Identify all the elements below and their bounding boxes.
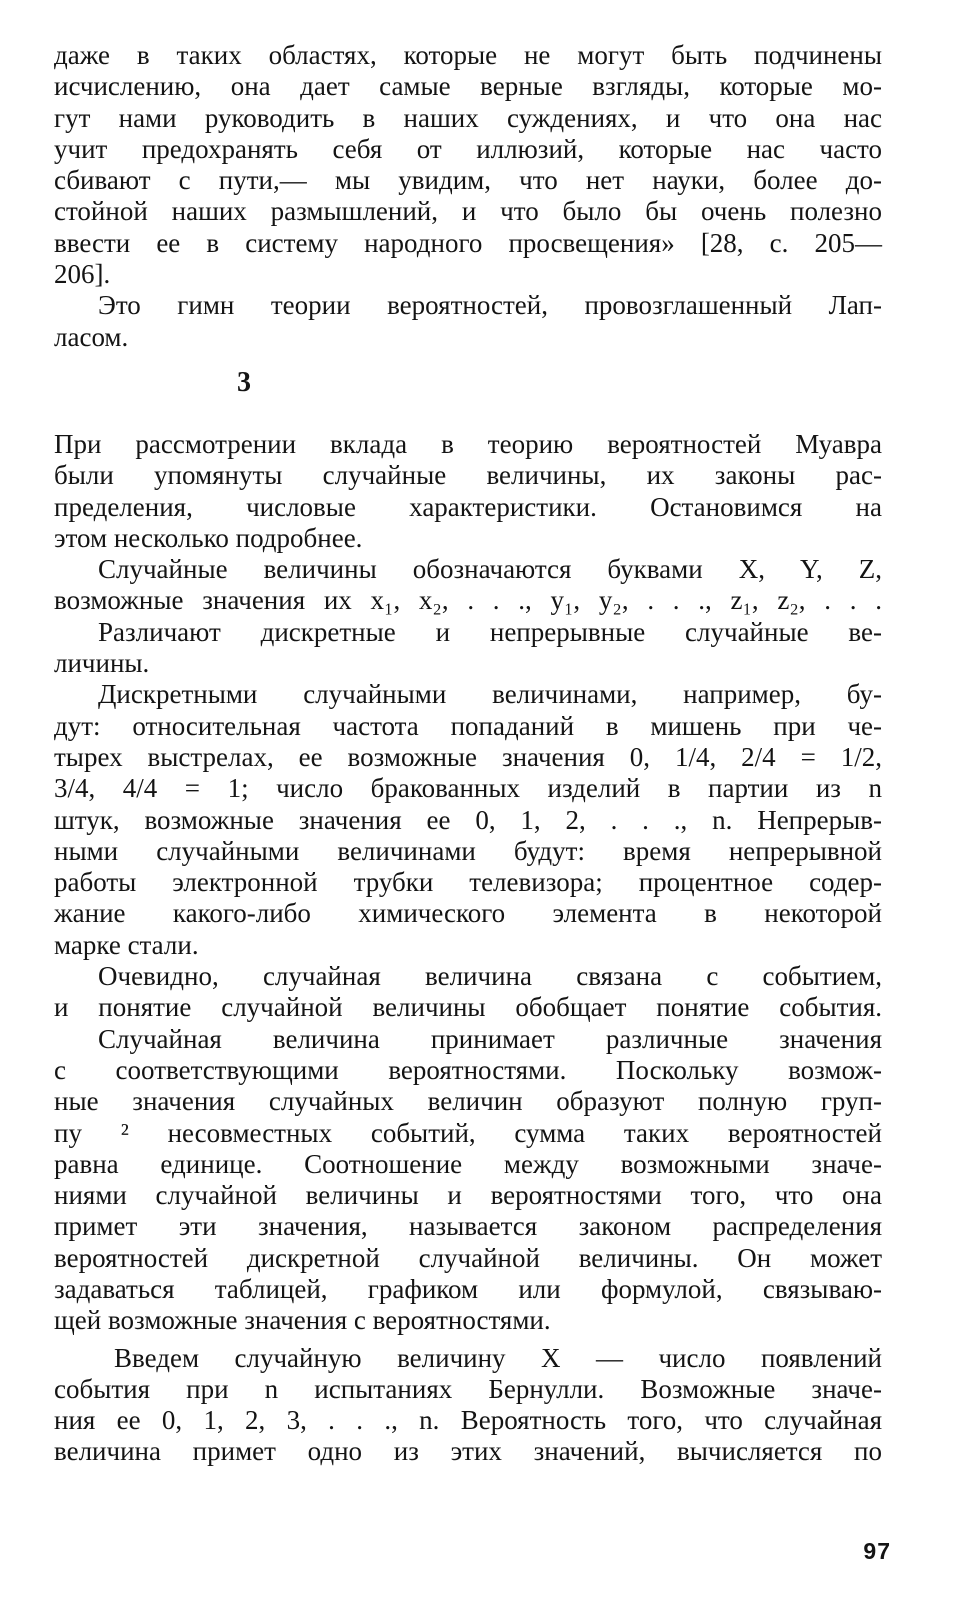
paragraph-discrete-continuous [54, 617, 882, 680]
text-line: гут нами руководить в наших суждениях, и что она нас [54, 102, 882, 133]
section-number: 3 [237, 366, 251, 398]
text-line: вероятностей дискретной случайной величины. Он может [54, 1242, 882, 1273]
text-line: сбивают с пути,— мы увидим, что нет науки, более до- [54, 165, 882, 196]
text-line: ные значения случайных величин образуют полную груп- [54, 1086, 882, 1117]
text-line: пределения, числовые характеристики. Остановимся на [54, 491, 882, 522]
text-line: с соответствующими вероятностями. Поскольку возмож- [54, 1054, 882, 1085]
text-line: и понятие случайной величины обобщает понятие события. [54, 992, 882, 1023]
text-line: равна единице. Соотношение между возможными значе- [54, 1148, 882, 1179]
paragraph-notation [54, 554, 882, 617]
text-line: стойной наших размышлений, и что было бы очень полезно [54, 196, 882, 227]
text-line: величина примет одно из этих значений, вычисляется по [54, 1436, 882, 1467]
paragraph-laplace-quote [54, 40, 882, 290]
text-line: 206]. [54, 259, 111, 290]
text-line: При рассмотрении вклада в теорию вероятностей Муавра [54, 428, 882, 459]
text-line: личины. [54, 648, 150, 679]
text-line: ниями случайной величины и вероятностями того, что она [54, 1180, 882, 1211]
text-line: 3/4, 4/4 = 1; число бракованных изделий в партии из n [54, 773, 882, 804]
text-line: учит предохранять себя от иллюзий, которые нас часто [54, 133, 882, 164]
text-line: даже в таких областях, которые не могут быть подчинены [54, 40, 882, 70]
text-line: ввести ее в систему народного просвещения» [28, с. 205— [54, 227, 882, 258]
text-line: жание какого-либо химического элемента в некоторой [54, 898, 882, 929]
text-line: Случайные величины обозначаются буквами X, Y, Z, [98, 554, 882, 585]
text-line: штук, возможные значения ее 0, 1, 2, . . ., n. Непрерыв- [54, 804, 882, 835]
paragraph-distribution-law [54, 1024, 882, 1337]
text-line: Это гимн теории вероятностей, провозглашенный Лап- [98, 290, 882, 321]
text-line: Случайная величина принимает различные значения [98, 1023, 882, 1054]
text-line: тырех выстрелах, ее возможные значения 0, 1/4, 2/4 = 1/2, [54, 741, 882, 772]
book-page [54, 40, 882, 1468]
text-line: исчислению, она дает самые верные взгляды, которые мо- [54, 71, 882, 102]
text-line: марке стали. [54, 929, 199, 960]
text-line: Дискретными случайными величинами, например, бу- [98, 679, 882, 710]
text-line: пу ² несовместных событий, сумма таких вероятностей [54, 1117, 882, 1148]
text-line: Очевидно, случайная величина связана с событием, [98, 961, 882, 992]
text-line: ласом. [54, 321, 129, 352]
text-line: этом несколько подробнее. [54, 522, 363, 553]
text-line: ными случайными величинами будут: время непрерывной [54, 835, 882, 866]
text-line: щей возможные значения с вероятностями. [54, 1305, 551, 1336]
text-line: ния ее 0, 1, 2, 3, . . ., n. Вероятность того, что случайная [54, 1405, 882, 1436]
paragraph-bernoulli [54, 1343, 882, 1468]
paragraph-event-link [54, 961, 882, 1024]
paragraph-examples [54, 679, 882, 961]
text-line: задаваться таблицей, графиком или формулой, связываю- [54, 1273, 882, 1304]
text-line: были упомянуты случайные величины, их законы рас- [54, 460, 882, 491]
text-line: Различают дискретные и непрерывные случайные ве- [98, 616, 882, 647]
text-line: примет эти значения, называется законом распределения [54, 1211, 882, 1242]
text-line: Введем случайную величину X — число появлений [114, 1342, 882, 1373]
text-line: события при n испытаниях Бернулли. Возможные значе- [54, 1373, 882, 1404]
page-number: 97 [863, 1538, 891, 1564]
paragraph-hymn [54, 290, 882, 353]
text-line: работы электронной трубки телевизора; процентное содер- [54, 867, 882, 898]
text-line: дут: относительная частота попаданий в мишень при че- [54, 710, 882, 741]
text-line: возможные значения их x₁, x₂, . . ., y₁, y₂, . . ., z₁, z₂, . . . [54, 585, 882, 616]
paragraph-muavr [54, 429, 882, 554]
